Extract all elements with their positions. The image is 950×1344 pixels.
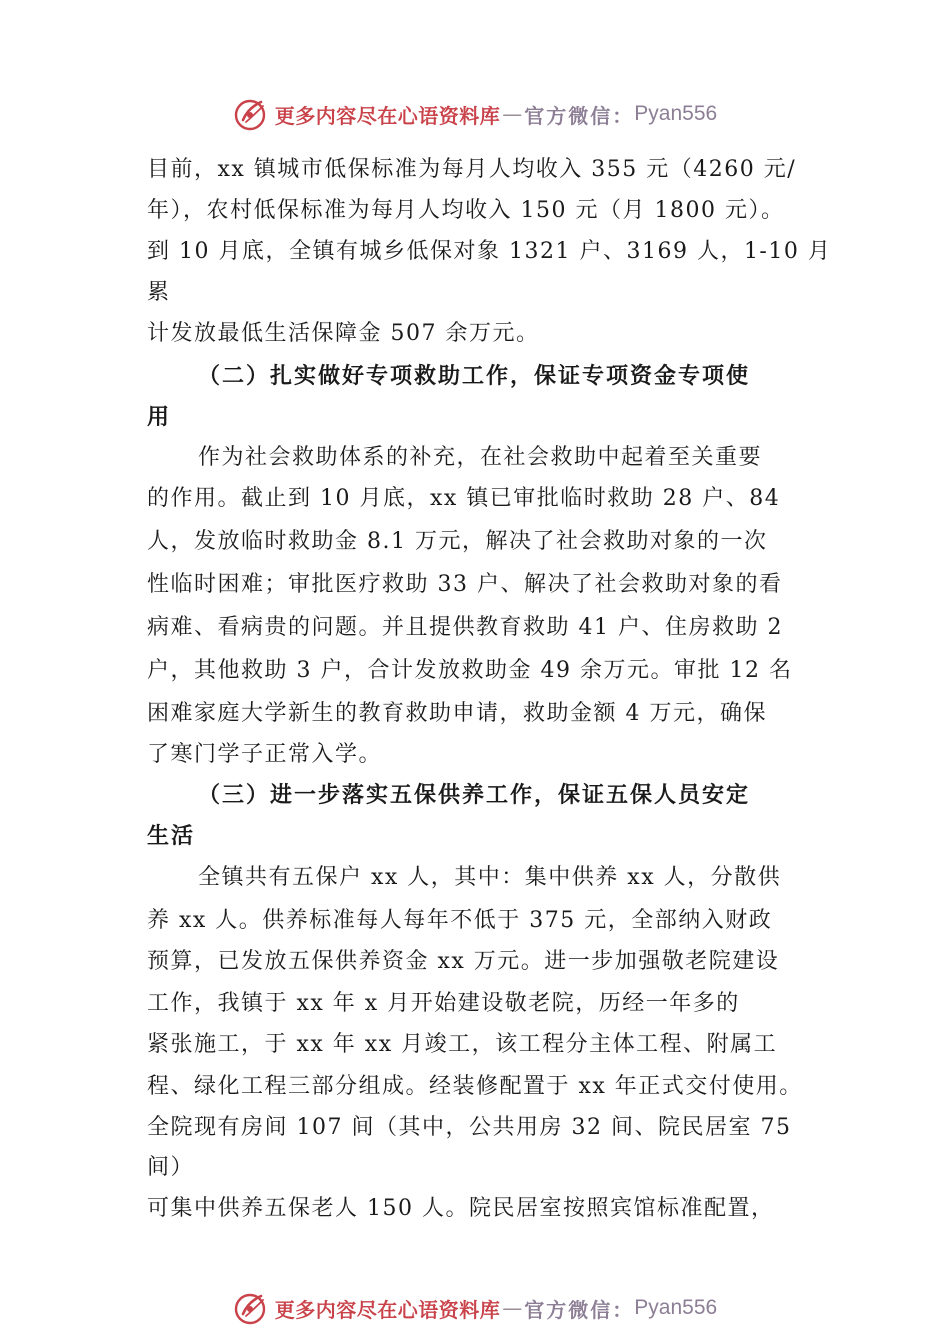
text-line: 病难、看病贵的问题。并且提供教育救助 41 户、住房救助 2 [147, 615, 783, 640]
text-line: 目前，xx 镇城市低保标准为每月人均收入 355 元（4260 元/ [147, 157, 797, 182]
banner-dash: — [502, 102, 523, 126]
text-line: 到 10 月底，全镇有城乡低保对象 1321 户、3169 人，1-10 月 [147, 239, 832, 264]
text-line: 程、绿化工程三部分组成。经装修配置于 xx 年正式交付使用。 [147, 1074, 803, 1099]
text-line: 的作用。截止到 10 月底，xx 镇已审批临时救助 28 户、84 [147, 486, 781, 511]
section-heading-continued: 生活 [147, 823, 196, 849]
text-line: 计发放最低生活保障金 507 余万元。 [147, 321, 540, 346]
wechat-label: 官方微信： [524, 1297, 635, 1322]
text-line: 户，其他救助 3 户，合计发放救助金 49 余万元。审批 12 名 [147, 658, 793, 683]
banner-dash: — [502, 1296, 523, 1320]
wechat-id: Pyan556 [634, 102, 718, 125]
wechat-id: Pyan556 [634, 1296, 718, 1319]
text-line: 工作，我镇于 xx 年 x 月开始建设敬老院，历经一年多的 [147, 991, 740, 1016]
header-banner [0, 94, 950, 134]
text-line: 困难家庭大学新生的教育救助申请，救助金额 4 万元，确保 [147, 701, 767, 726]
text-line: 预算，已发放五保供养资金 xx 万元。进一步加强敬老院建设 [147, 949, 780, 974]
section-heading: （三）进一步落实五保供养工作，保证五保人员安定 [198, 782, 751, 808]
text-line: 全院现有房间 107 间（其中，公共用房 32 间、院民居室 75 [147, 1115, 792, 1140]
brand-logo-icon [233, 1290, 269, 1326]
text-line: 可集中供养五保老人 150 人。院民居室按照宾馆标准配置， [147, 1196, 775, 1221]
brand-text: 更多内容尽在心语资料库 [274, 103, 501, 128]
text-line: 紧张施工，于 xx 年 xx 月竣工，该工程分主体工程、附属工 [147, 1032, 778, 1057]
footer-banner [0, 1288, 950, 1328]
section-heading: （二）扎实做好专项救助工作，保证专项资金专项使 [198, 363, 751, 389]
brand-text: 更多内容尽在心语资料库 [274, 1297, 501, 1322]
text-line: 人，发放临时救助金 8.1 万元，解决了社会救助对象的一次 [147, 529, 768, 554]
wechat-label: 官方微信： [524, 103, 635, 128]
text-line: 年），农村低保标准为每月人均收入 150 元（月 1800 元）。 [147, 198, 785, 223]
text-line: 性临时困难；审批医疗救助 33 户、解决了社会救助对象的看 [147, 572, 783, 597]
text-line: 全镇共有五保户 xx 人，其中：集中供养 xx 人，分散供 [198, 865, 782, 890]
text-line: 作为社会救助体系的补充，在社会救助中起着至关重要 [198, 445, 763, 470]
brand-logo-icon [233, 96, 269, 132]
text-line: 间） [147, 1155, 195, 1180]
text-line: 养 xx 人。供养标准每人每年不低于 375 元，全部纳入财政 [147, 908, 773, 933]
text-line: 累 [147, 280, 171, 305]
text-line: 了寒门学子正常入学。 [147, 742, 383, 767]
section-heading-continued: 用 [147, 404, 172, 430]
